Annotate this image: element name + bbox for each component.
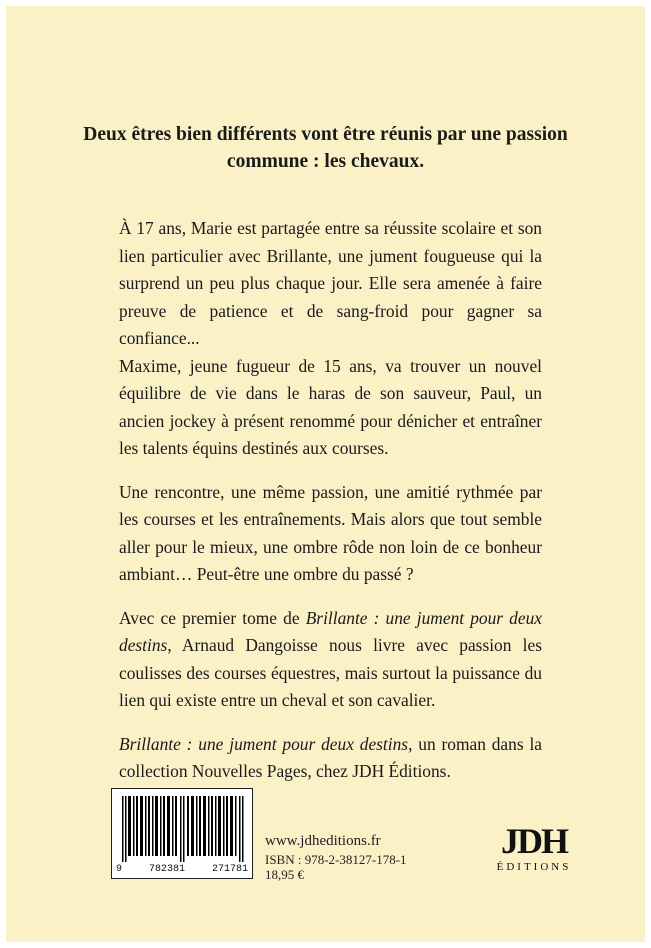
paragraph-author — [119, 605, 542, 715]
isbn-barcode — [111, 788, 253, 879]
publisher-info — [265, 832, 407, 882]
paragraph-rencontre: Une rencontre, une même passion, une amitié rythmée par les courses et les entraînements. Mais alors que tout semble aller pour le mieux, une ombre rôde non loin de ce bonheur ambiant… Peut-être une ombre du passé ? — [119, 481, 542, 584]
paragraph-marie: À 17 ans, Marie est partagée entre sa réussite scolaire et son lien particulier avec Brillante, une jument fougueuse qui la surprend un peu plus chaque jour. Elle sera amenée à faire preuve de patience et de sang-froid pour gagner sa confiance... — [119, 218, 542, 348]
author-suffix: , Arnaud Dangoisse nous livre avec passion les coulisses des courses équestres, mais surtout la puissance du lien qui existe entre un cheval et son cavalier. — [119, 635, 542, 710]
back-cover — [6, 6, 645, 942]
website: www.jdheditions.fr — [265, 833, 381, 849]
tagline: Deux êtres bien différents vont être réunis par une passion commune : les chevaux. — [83, 124, 568, 172]
author-prefix: Avec ce premier tome de — [119, 607, 306, 628]
logo-mark: JDH — [501, 821, 567, 861]
logo-subtitle: ÉDITIONS — [496, 861, 572, 873]
barcode-bars — [122, 796, 244, 862]
barcode-digit-first: 9 — [116, 864, 123, 875]
barcode-digits — [116, 864, 248, 875]
paragraph-collection — [119, 731, 542, 786]
barcode-digits-left: 782381 — [148, 864, 185, 875]
barcode-digits-right: 271781 — [211, 864, 248, 875]
price: 18,95 € — [265, 867, 304, 882]
isbn-text: ISBN : 978-2-38127-178-1 — [265, 852, 407, 867]
collection-suffix: , un roman dans la collection Nouvelles Pages, chez JDH Éditions. — [119, 733, 542, 781]
book-title: Brillante : une jument pour deux destins — [119, 607, 543, 655]
blurb — [119, 215, 542, 802]
book-title: Brillante : une jument pour deux destins — [119, 733, 409, 754]
publisher-logo — [494, 823, 574, 873]
paragraph-maxime: Maxime, jeune fugueur de 15 ans, va trouver un nouvel équilibre de vie dans le haras de son sauveur, Paul, un ancien jockey à présent renommé pour dénicher et entraîner les talents équins destinés aux courses. — [119, 355, 542, 458]
